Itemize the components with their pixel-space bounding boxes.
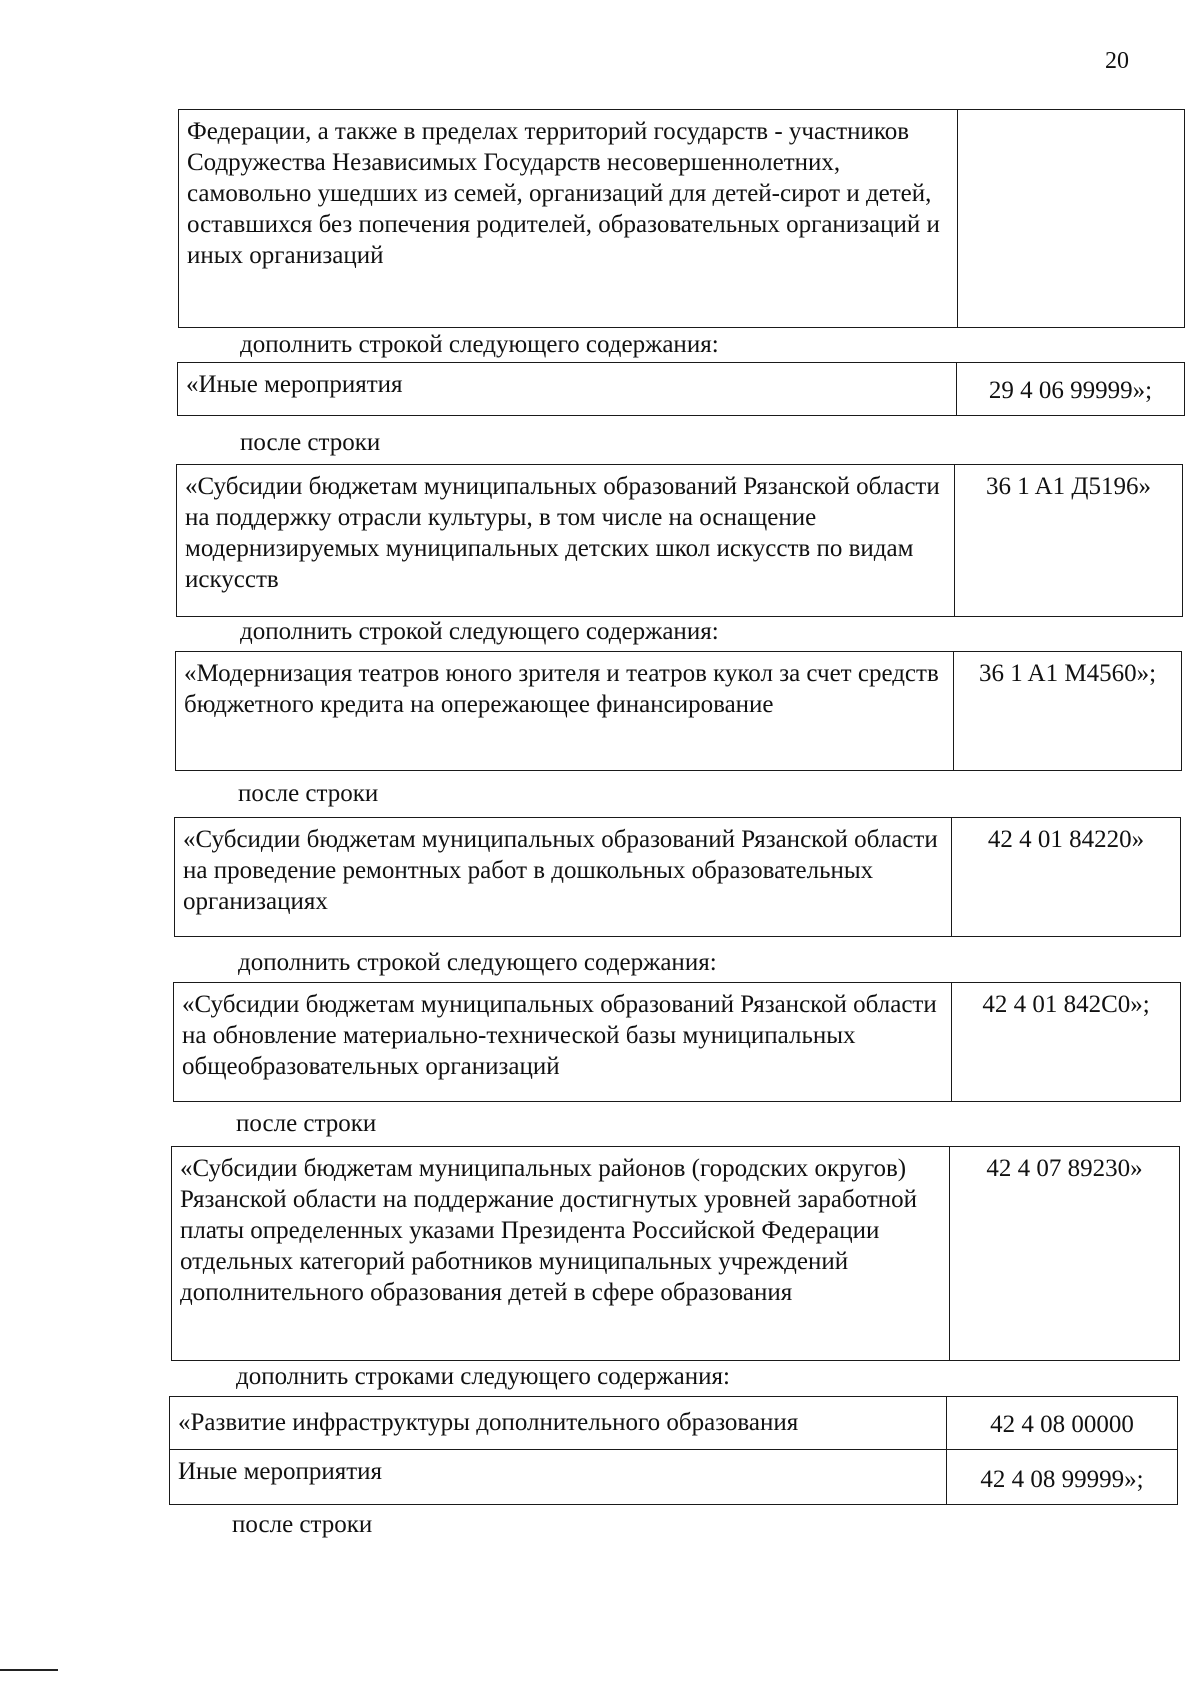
instruction-after-line: после строки [236,1110,377,1137]
row-name: Федерации, а также в пределах территорий государств - участников Содружества Независимых Государств несовершеннолетних, самовольно ушедших из семей, организаций для детей-сирот и детей, оставшихся без попечения родителей, образовательных организаций и иных организаций [179,110,958,328]
classification-table-5 [174,817,1181,937]
row-name: «Субсидии бюджетам муниципальных районов (городских округов) Рязанской области на поддержание достигнутых уровней заработной платы определенных указами Президента Российской Федерации отдельных категорий работников муниципальных учреждений дополнительного образования детей в сфере образования [172,1147,950,1361]
table-row [175,818,1181,937]
row-name: «Иные мероприятия [178,363,957,416]
classification-table-2 [177,362,1185,416]
row-code: 42 4 01 84220» [952,818,1181,937]
row-code: 42 4 01 842С0»; [952,983,1181,1102]
row-code [958,110,1185,328]
row-name: «Субсидии бюджетам муниципальных образований Рязанской области на проведение ремонтных работ в дошкольных образовательных организациях [175,818,952,937]
table-row [172,1147,1180,1361]
row-name: «Модернизация театров юного зрителя и театров кукол за счет средств бюджетного кредита на опережающее финансирование [176,652,954,771]
classification-table-8 [169,1396,1178,1505]
table-row [174,983,1181,1102]
table-row [170,1450,1178,1505]
classification-table-6 [173,982,1181,1102]
classification-table-1 [178,109,1185,328]
instruction-add-line: дополнить строкой следующего содержания: [240,618,719,645]
row-code: 29 4 06 99999»; [957,363,1185,416]
instruction-after-line: после строки [240,429,381,456]
instruction-add-line: дополнить строкой следующего содержания: [240,331,719,358]
table-row [178,363,1185,416]
row-name: «Субсидии бюджетам муниципальных образований Рязанской области на обновление материально-технической базы муниципальных общеобразовательных организаций [174,983,952,1102]
instruction-add-line: дополнить строкой следующего содержания: [238,949,717,976]
row-code: 42 4 07 89230» [950,1147,1180,1361]
instruction-after-line: после строки [232,1511,373,1538]
row-code: 36 1 A1 M4560»; [954,652,1182,771]
row-name: «Развитие инфраструктуры дополнительного образования [170,1397,947,1450]
row-code: 36 1 A1 Д5196» [955,465,1183,617]
row-code: 42 4 08 00000 [947,1397,1178,1450]
row-name: «Субсидии бюджетам муниципальных образований Рязанской области на поддержку отрасли культуры, в том числе на оснащение модернизируемых муниципальных детских школ искусств по видам искусств [177,465,955,617]
table-row [179,110,1185,328]
table-row [170,1397,1178,1450]
instruction-add-lines: дополнить строками следующего содержания: [236,1363,730,1390]
instruction-after-line: после строки [238,780,379,807]
table-row [177,465,1183,617]
scan-edge-mark [0,1669,58,1671]
classification-table-7 [171,1146,1180,1361]
row-code: 42 4 08 99999»; [947,1450,1178,1505]
classification-table-4 [175,651,1182,771]
table-row [176,652,1182,771]
row-name: Иные мероприятия [170,1450,947,1505]
classification-table-3 [176,464,1183,617]
page-number: 20 [1105,48,1129,74]
